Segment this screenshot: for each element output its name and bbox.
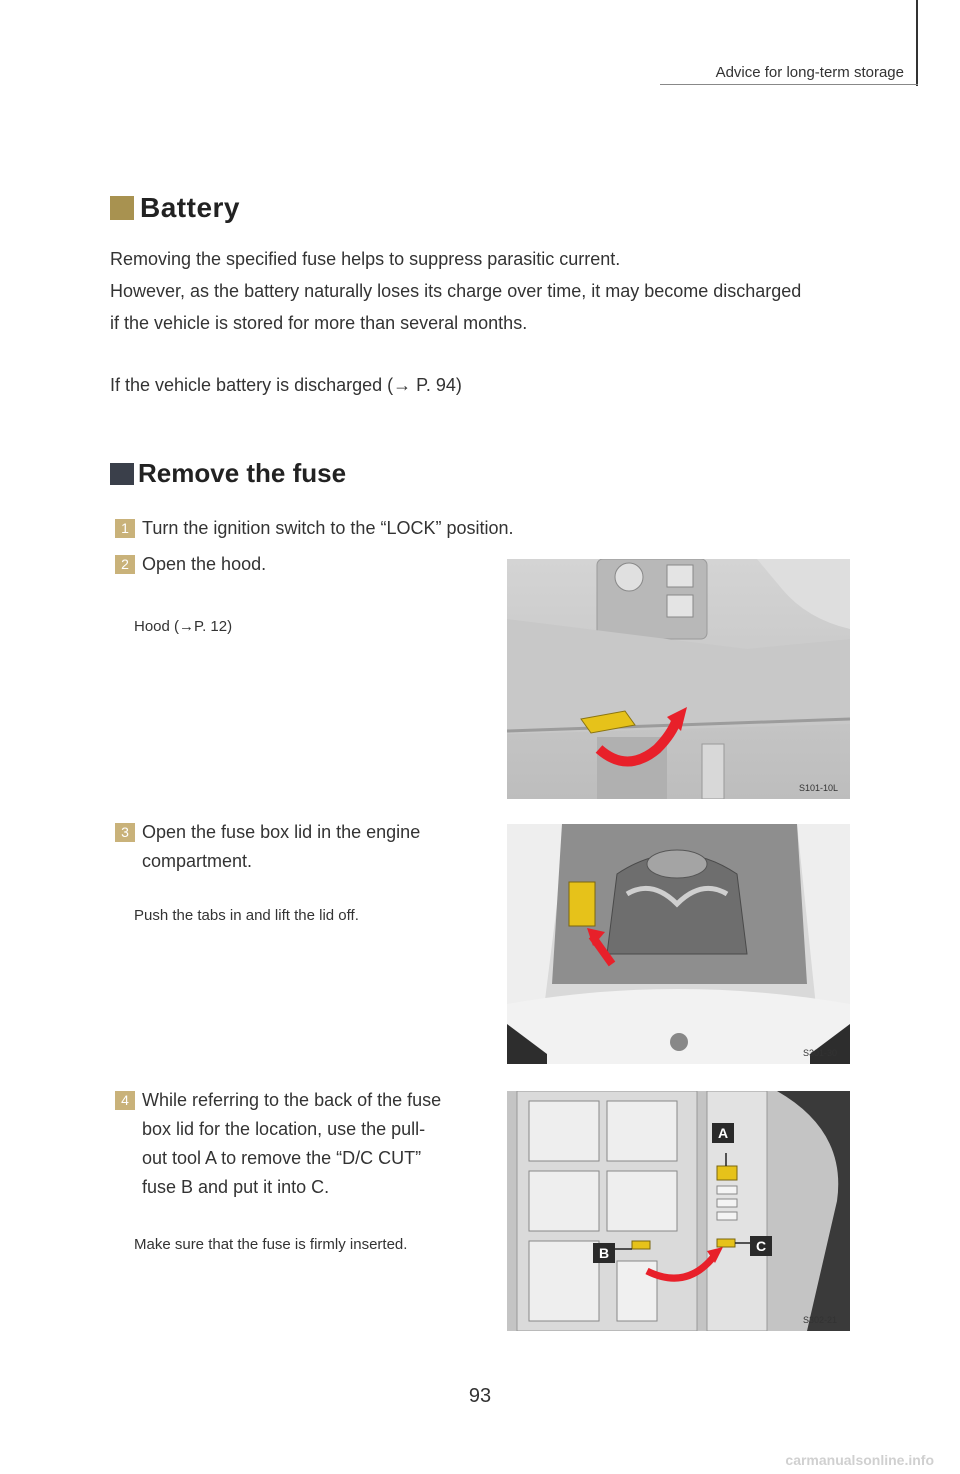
step-text-line: out tool A to remove the “D/C CUT” bbox=[142, 1148, 422, 1168]
watermark: carmanualsonline.info bbox=[785, 1452, 934, 1468]
step-1 bbox=[115, 514, 514, 543]
fuse-box-figure bbox=[507, 1091, 850, 1331]
label-a: A bbox=[717, 1125, 729, 1141]
fuse-heading bbox=[110, 458, 346, 489]
step-number-badge: 1 bbox=[115, 519, 135, 538]
step-2 bbox=[115, 550, 266, 579]
figure-code: S302-21 bbox=[803, 1315, 838, 1325]
step-number-badge: 2 bbox=[115, 555, 135, 574]
step-4-note: Make sure that the fuse is firmly inserted. bbox=[134, 1236, 408, 1253]
step-text-line: fuse B and put it into C. bbox=[142, 1177, 330, 1197]
fuse-heading-text: Remove the fuse bbox=[138, 458, 347, 488]
step-3-note: Push the tabs in and lift the lid off. bbox=[134, 907, 359, 924]
header-vertical-rule bbox=[916, 0, 918, 86]
step-text-line: compartment. bbox=[142, 851, 253, 871]
step-text-line: While referring to the back of the fuse bbox=[142, 1090, 442, 1110]
step-text bbox=[142, 818, 420, 876]
battery-heading bbox=[110, 192, 240, 224]
step-number-badge: 3 bbox=[115, 823, 135, 842]
figure-code: S301-30 bbox=[803, 1048, 838, 1058]
step-number-badge: 4 bbox=[115, 1091, 135, 1110]
battery-para-1: Removing the specified fuse helps to suppress parasitic current. bbox=[110, 249, 621, 269]
step-4 bbox=[115, 1086, 467, 1202]
figure-code: S101-10L bbox=[799, 783, 839, 793]
section-square-icon bbox=[110, 196, 134, 220]
battery-discharged-reference[interactable]: If the vehicle battery is discharged (→ P. 94) bbox=[110, 375, 462, 395]
battery-para-3: if the vehicle is stored for more than several months. bbox=[110, 313, 528, 333]
hood-release-figure bbox=[507, 559, 850, 799]
step-text: Open the hood. bbox=[142, 554, 267, 574]
section-square-icon bbox=[110, 463, 134, 485]
page-number: 93 bbox=[468, 1385, 492, 1407]
step-text: Turn the ignition switch to the “LOCK” position. bbox=[142, 518, 514, 538]
battery-para-2: However, as the battery naturally loses its charge over time, it may become discharged bbox=[110, 281, 802, 301]
header-underline bbox=[660, 84, 918, 85]
running-header: Advice for long-term storage bbox=[715, 64, 904, 81]
step-text-line: box lid for the location, use the pull- bbox=[142, 1119, 426, 1139]
step-text-line: Open the fuse box lid in the engine bbox=[142, 822, 421, 842]
battery-heading-text: Battery bbox=[140, 192, 240, 223]
label-c: C bbox=[755, 1238, 767, 1254]
label-b: B bbox=[598, 1245, 610, 1261]
step-text bbox=[142, 1086, 441, 1202]
step-3 bbox=[115, 818, 467, 876]
hood-reference[interactable]: Hood (→P. 12) bbox=[134, 618, 233, 635]
engine-compartment-figure bbox=[507, 824, 850, 1064]
